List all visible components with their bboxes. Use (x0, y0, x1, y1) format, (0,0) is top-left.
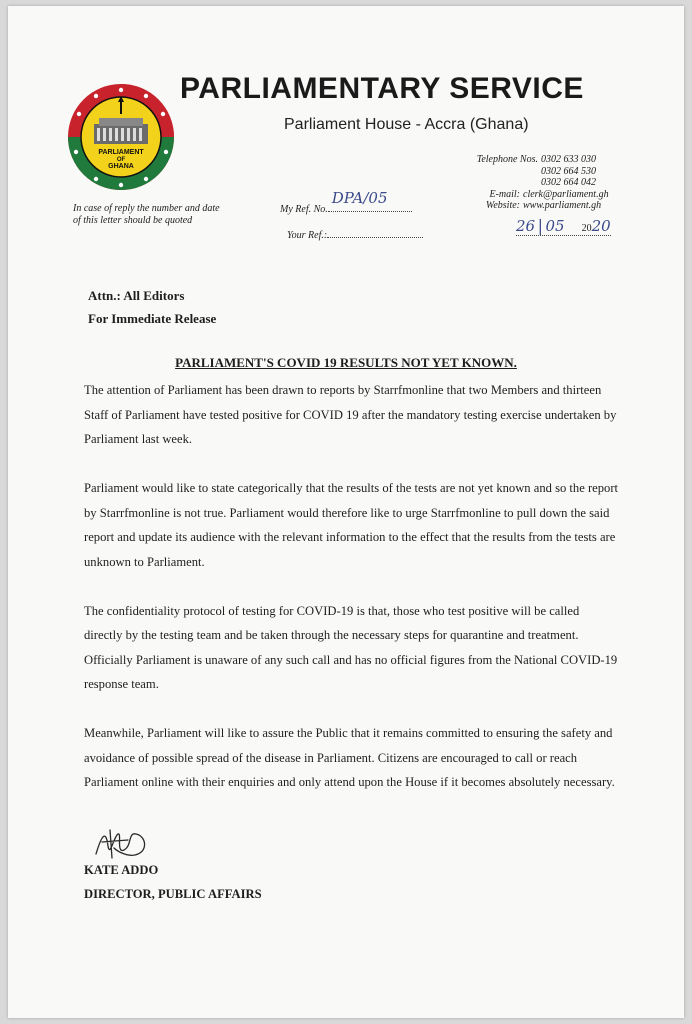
your-ref-line (287, 227, 423, 241)
recipient-block (88, 284, 216, 330)
attn-line: Attn.: All Editors (88, 288, 185, 303)
email-address: clerk@parliament.gh (523, 188, 609, 200)
contact-block (472, 154, 622, 212)
letter-page (8, 6, 684, 1018)
my-ref-value: DPA/05 (331, 189, 388, 207)
signatory-block (84, 858, 262, 906)
date-day: 26 (516, 217, 536, 235)
paragraph-4: Meanwhile, Parliament will like to assure the Public that it remains committed to ensuring the safety and avoidance of possible spread of the disease in Parliament. Citizens are encouraged to call or reach Parliament online with their enquiries and only attend upon the House if it becomes absolutely necessary. (84, 726, 615, 789)
my-ref-line (280, 189, 412, 215)
logo-text-mid: OF (116, 157, 126, 163)
signatory-title: DIRECTOR, PUBLIC AFFAIRS (84, 887, 262, 901)
my-ref-label: My Ref. No. (280, 204, 328, 215)
website-label: Website: (485, 200, 520, 211)
paragraph-3: The confidentiality protocol of testing for COVID-19 is that, those who test positive will be called directly by the testing team and be taken through the necessary steps for quarantine and treatment. Officially Parliament is unaware of any such call and has no official figures from the National COVID-19 response team. (84, 603, 618, 691)
telephone-label: Telephone Nos. (476, 154, 538, 165)
telephone-2: 0302 664 530 (541, 165, 596, 177)
date-month: 05 (545, 217, 565, 235)
telephone-3: 0302 664 042 (541, 177, 596, 188)
reply-note: In case of reply the number and date of this letter should be quoted (73, 203, 220, 226)
paragraph-1: The attention of Parliament has been drawn to reports by Starrfmonline that two Members and thirteen Staff of Parliament have tested positive for COVID 19 after the mandatory testing exercise undertaken by Parliament last week. (84, 383, 617, 446)
logo-text-top: PARLIAMENT (98, 149, 144, 156)
date-year-suffix: 20 (591, 217, 611, 235)
paragraph-2: Parliament would like to state categorically that the results of the tests are not yet known and so the report by Starrfmonline is not true. Parliament would therefore like to urge Starrfmonline to pull down the said report and update its audience with the relevant information to the effect that the results from the tests are unknown to Parliament. (84, 481, 619, 569)
press-release-headline: PARLIAMENT'S COVID 19 RESULTS NOT YET KNOWN. (175, 355, 517, 370)
signatory-name: KATE ADDO (84, 863, 159, 877)
organization-name: PARLIAMENTARY SERVICE (180, 72, 584, 105)
letter-body (84, 378, 620, 819)
logo-text-bottom: GHANA (108, 163, 134, 170)
letter-date: 26 | 05 2020 (516, 216, 611, 235)
telephone-1: 0302 633 030 (541, 154, 596, 165)
website-address: www.parliament.gh (523, 200, 602, 211)
organization-address: Parliament House - Accra (Ghana) (284, 116, 529, 133)
your-ref-label: Your Ref.: (287, 230, 328, 241)
release-line: For Immediate Release (88, 311, 217, 326)
email-label: E-mail: (489, 188, 520, 200)
date-year-prefix: 20 (581, 223, 592, 234)
parliament-logo (66, 82, 176, 192)
